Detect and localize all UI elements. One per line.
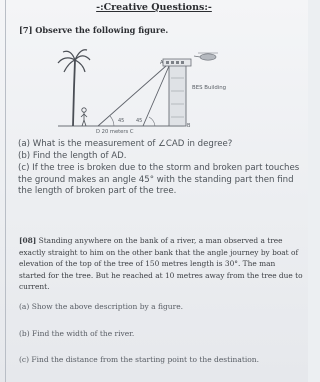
point-a-label: A xyxy=(160,60,164,66)
palm-tree-icon xyxy=(58,50,90,126)
question-8-paragraph xyxy=(19,235,303,293)
question-8c: (c) Find the distance from the starting point to the destination. xyxy=(19,355,259,364)
section-title: -:Creative Questions:- xyxy=(96,2,212,13)
question-7a: (a) What is the measurement of ∠CAD in degree? xyxy=(18,139,233,149)
question-7b: (b) Find the length of AD. xyxy=(18,151,127,161)
point-b-label: B xyxy=(187,123,191,129)
building-label: BES Building xyxy=(192,85,227,91)
question-7c: (c) If the tree is broken due to the storm and broken part touches the ground makes an angle 45° with the standing part then find the length of broken part of the tree. xyxy=(18,163,300,197)
question-8a: (a) Show the above description by a figure. xyxy=(19,302,184,311)
person-icon xyxy=(81,108,87,126)
question-8-number: [08] xyxy=(19,236,37,245)
base-label: D 20 meters C xyxy=(96,129,134,135)
helicopter-icon xyxy=(194,53,218,60)
angle-right-label: 45 xyxy=(136,118,143,124)
question-7-heading: [7] Observe the following figure. xyxy=(19,25,169,35)
angle-left-label: 45 xyxy=(118,118,125,124)
question-8-text: Standing anywhere on the bank of a river, a man observed a tree exactly straight to him on the other bank that the angle journey by boat of elevation of the top of the tree of 150 metres length is 30°. The man started for the tree. But he reached at 10 metres away from the tree due to current. xyxy=(19,236,303,292)
building-tree-figure xyxy=(0,0,308,140)
question-8b: (b) Find the width of the river. xyxy=(19,329,135,338)
